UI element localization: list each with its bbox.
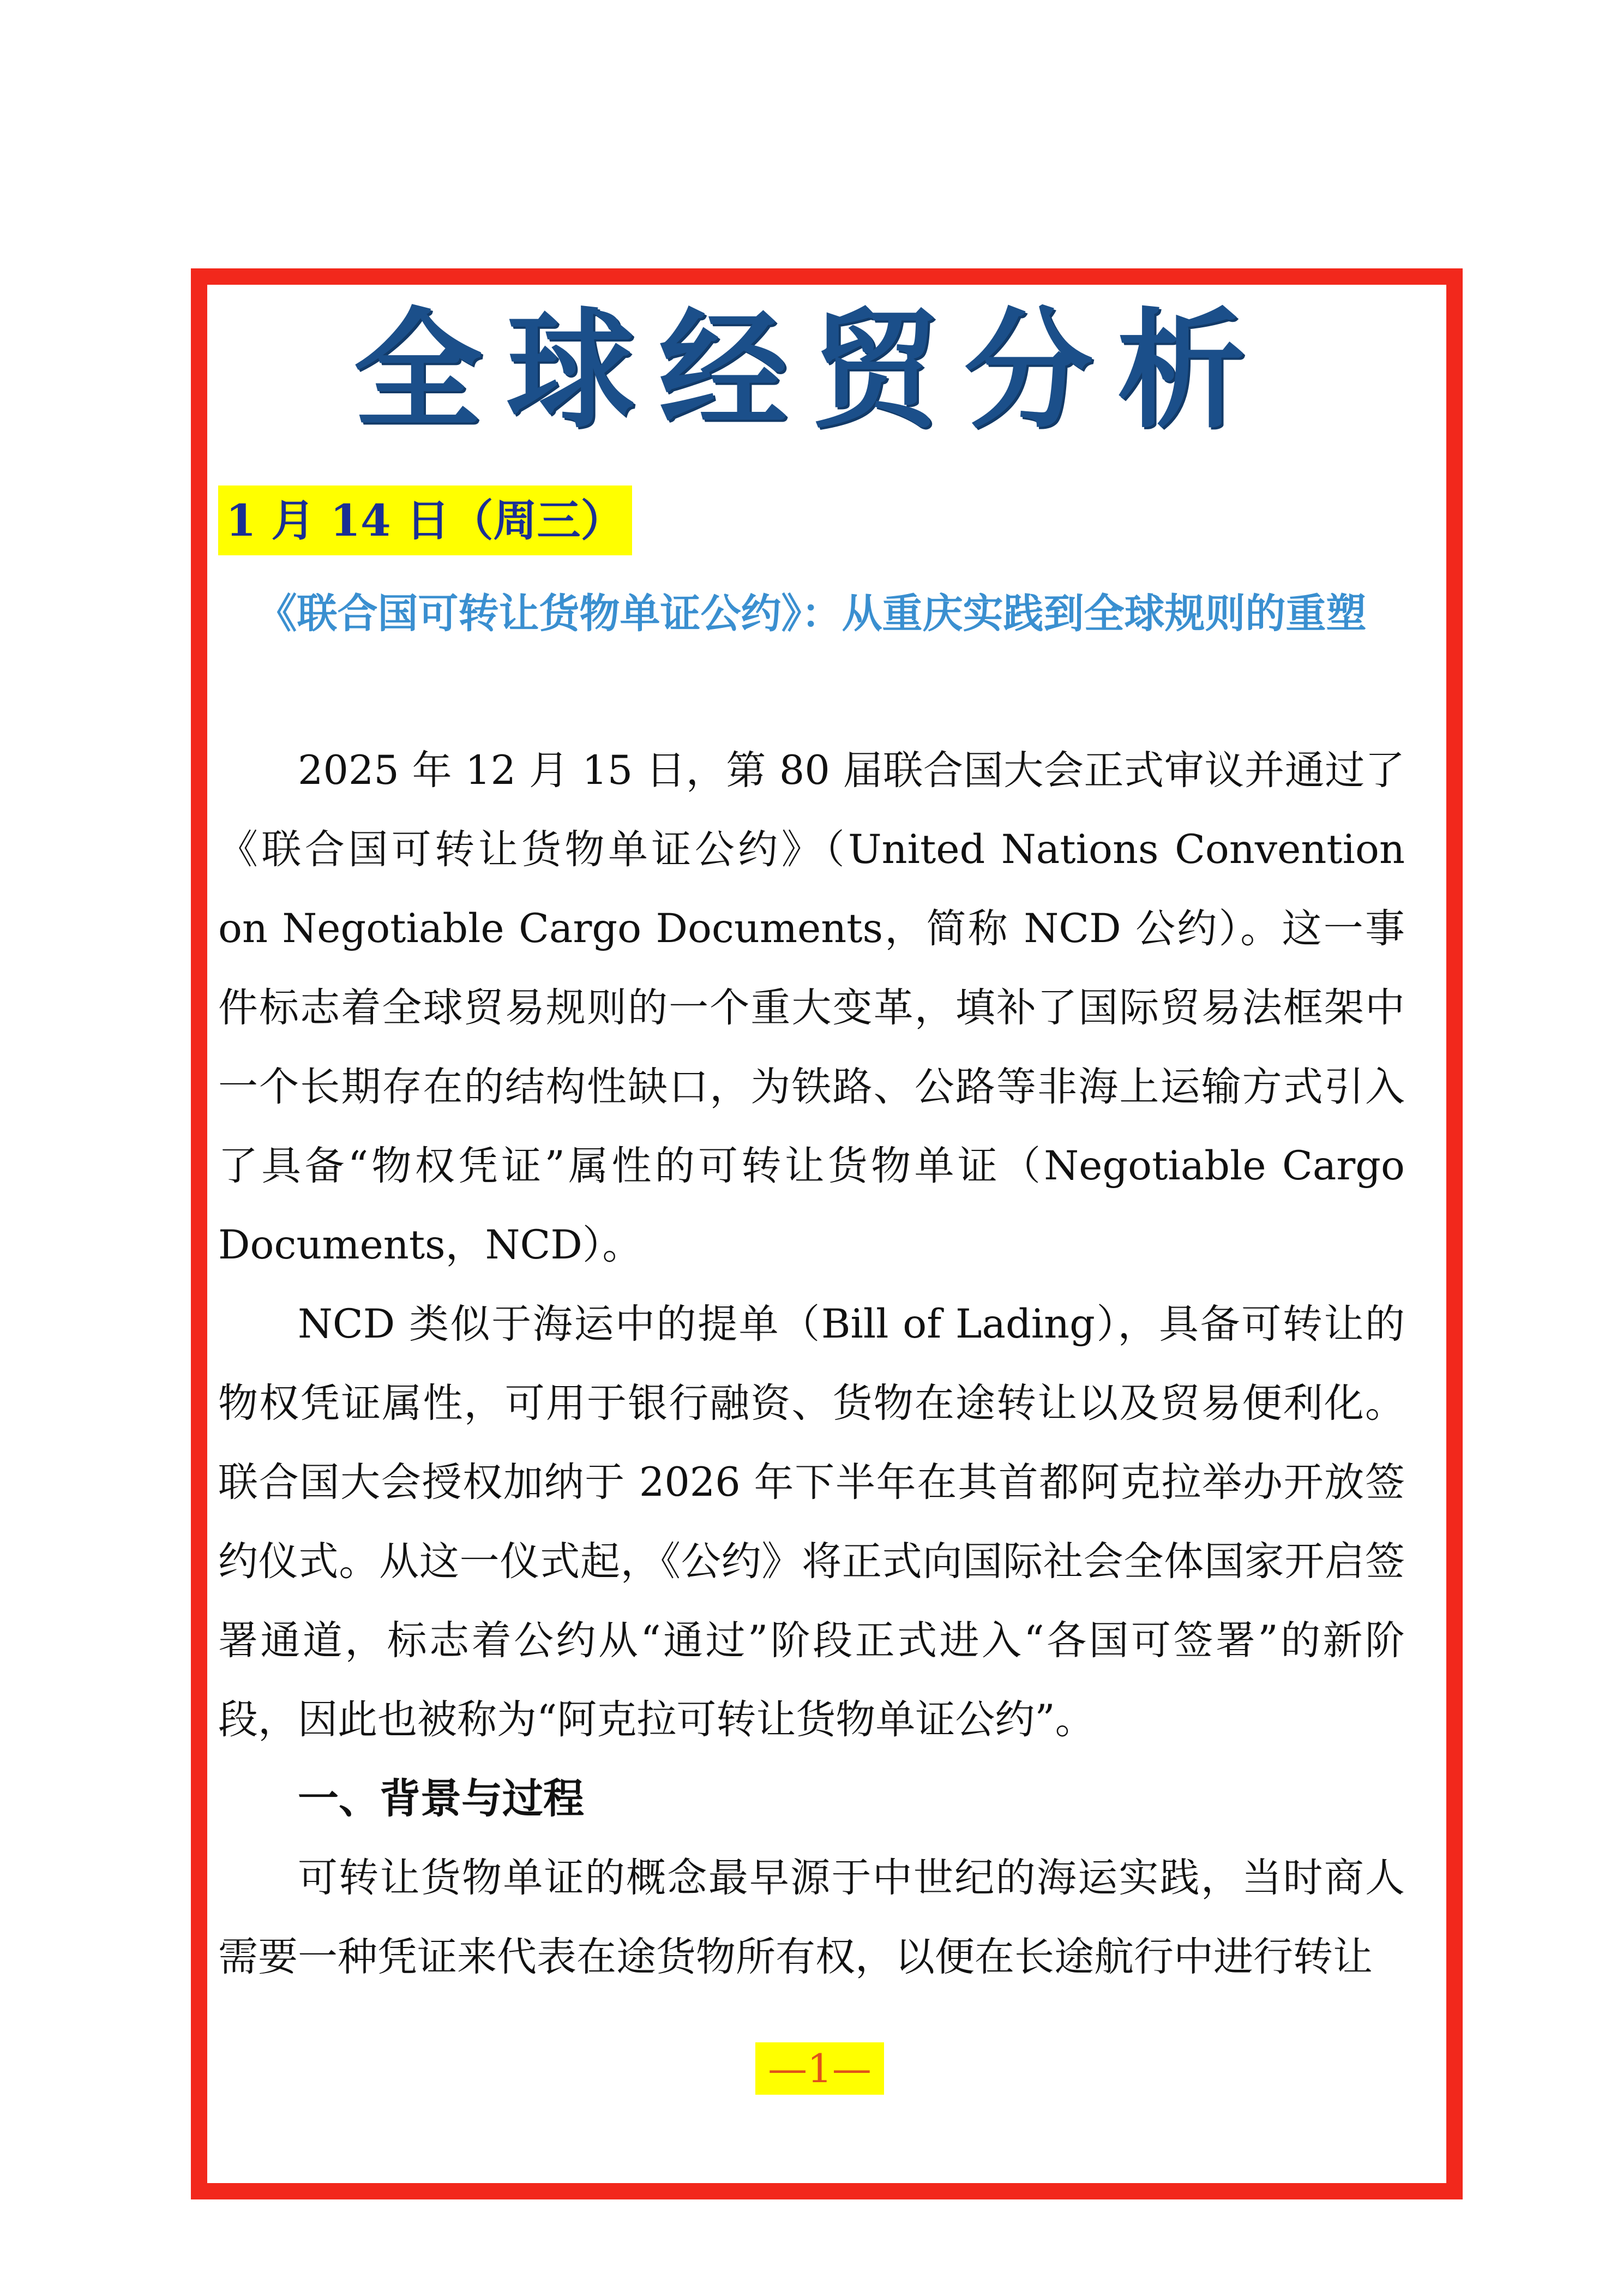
paragraph-1: 2025 年 12 月 15 日，第 80 届联合国大会正式审议并通过了《联合国可转让货物单证公约》（United Nations Convention on Negotiable Cargo Documents，简称 NCD 公约）。这一事件标志着全球贸易规则的一个重大变革，填补了国际贸易法框架中一个长期存在的结构性缺口，为铁路、公路等非海上运输方式引入了具备“物权凭证”属性的可转让货物单证（Negotiable Cargo Documents，NCD）。 [218, 747, 1405, 1268]
article-body [218, 731, 1405, 1997]
masthead-title: 全球经贸分析 [353, 294, 1270, 446]
section-paragraph: 可转让货物单证的概念最早源于中世纪的海运实践，当时商人需要一种凭证来代表在途货物所有权，以便在长途航行中进行转让 [218, 1855, 1405, 1980]
date-label: 1 月 14 日（周三） [218, 485, 632, 555]
section-heading: 一、背景与过程 [298, 1775, 585, 1823]
article-headline: 《联合国可转让货物单证公约》：从重庆实践到全球规则的重塑 [256, 590, 1367, 637]
paragraph-2: NCD 类似于海运中的提单（Bill of Lading），具备可转让的物权凭证属性，可用于银行融资、货物在途转让以及贸易便利化。联合国大会授权加纳于 2026 年下半年在其首都阿克拉举办开放签约仪式。从这一仪式起，《公约》将正式向国际社会全体国家开启签署通道，标志着公约从“通过”阶段正式进入“各国可签署”的新阶段，因此也被称为“阿克拉可转让货物单证公约”。 [218, 1301, 1405, 1743]
page-number: —1— [755, 2042, 884, 2095]
